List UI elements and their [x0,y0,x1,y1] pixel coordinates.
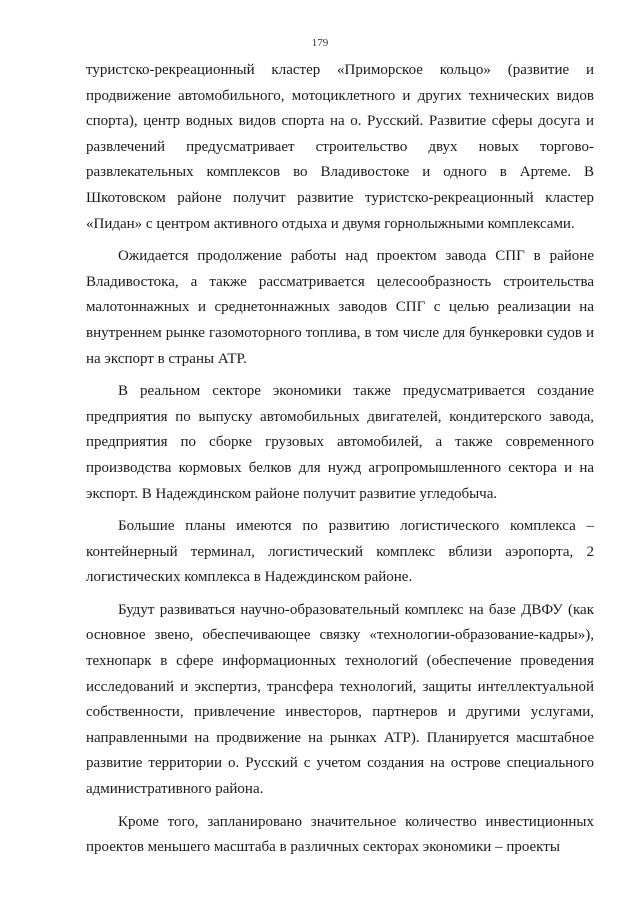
page-number: 179 [311,37,329,49]
body-text [86,58,594,868]
paragraph: туристско-рекреационный кластер «Приморское кольцо» (развитие и продвижение автомобильного, мотоциклетного и других технических видов спорта), центр водных видов спорта на о. Русский. Развитие сферы досуга и развлечений предусматривает строительство двух новых торгово-развлекательных комплексов во Владивостоке и одного в Артеме. В Шкотовском районе получит развитие туристско-рекреационный кластер «Пидан» с центром активного отдыха и двумя горнолыжными комплексами. [86,62,594,232]
paragraph: В реальном секторе экономики также предусматривается создание предприятия по выпуску автомобильных двигателей, кондитерского завода, предприятия по сборке грузовых автомобилей, а также современного производства кормовых белков для нужд агропромышленного сектора и на экспорт. В Надеждинском районе получит развитие угледобыча. [86,383,594,502]
paragraph: Ожидается продолжение работы над проектом завода СПГ в районе Владивостока, а также рассматривается целесообразность строительства малотоннажных и среднетоннажных заводов СПГ с целью реализации на внутреннем рынке газомоторного топлива, в том числе для бункеровки судов и на экспорт в страны АТР. [86,248,594,367]
paragraph: Будут развиваться научно-образовательный комплекс на базе ДВФУ (как основное звено, обеспечивающее связку «технологии-образование-кадры»), технопарк в сфере информационных технологий (обеспечение проведения исследований и экспертиз, трансфера технологий, защиты интеллектуальной собственности, привлечение инвесторов, партнеров и другими услугами, направленными на продвижение на рынках АТР). Планируется масштабное развитие территории о. Русский с учетом создания на острове специального административного района. [86,601,594,798]
paragraph: Большие планы имеются по развитию логистического комплекса – контейнерный терминал, логистический комплекс вблизи аэропорта, 2 логистических комплекса в Надеждинском районе. [86,518,594,586]
paragraph: Кроме того, запланировано значительное количество инвестиционных проектов меньшего масштаба в различных секторах экономики – проекты [86,813,594,856]
